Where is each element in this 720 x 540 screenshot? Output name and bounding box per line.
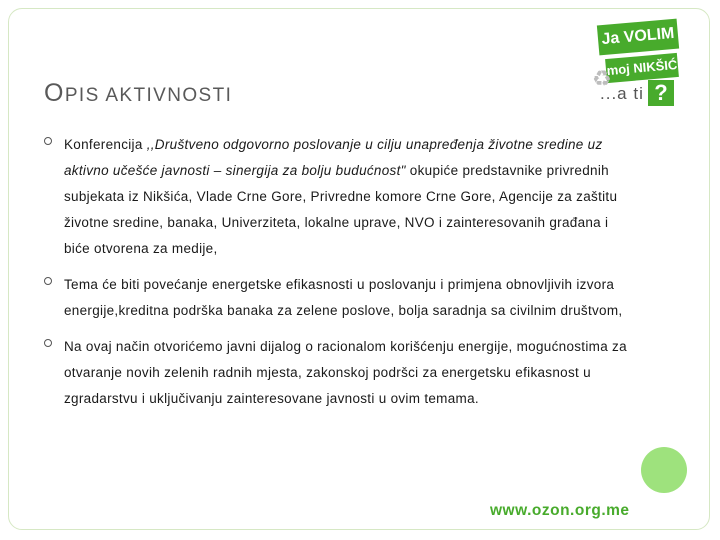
logo-line-ja-volim: Ja VOLIM	[597, 19, 679, 56]
bullet-intro: Konferencija	[64, 137, 147, 152]
bullet-rest: okupiće predstavnike privrednih subjekata iz Nikšića, Vlade Crne Gore, Privredne komore Crne Gore, Agencije za zaštitu životne sredine, banaka, Univerziteta, lokalne uprave, NVO i zainteresovanih građana i biće otvorena za medije,	[64, 163, 618, 256]
list-item	[44, 132, 634, 262]
recycle-icon: ♻	[592, 66, 612, 91]
bullet-text	[64, 132, 634, 262]
decorative-circle	[641, 447, 687, 493]
list-item	[44, 272, 634, 324]
title-initial: O	[44, 79, 65, 107]
website-url: www.ozon.org.me	[490, 502, 630, 519]
campaign-logo	[588, 16, 686, 108]
title-rest: PIS AKTIVNOSTI	[64, 85, 233, 106]
conference-title: ,,Društveno odgovorno poslovanje u cilju unapređenja životne sredine uz aktivno učešće javnosti – sinergija za bolju budućnost"	[64, 137, 603, 178]
bullet-icon	[44, 137, 52, 145]
bullet-icon	[44, 339, 52, 347]
bullet-list	[44, 132, 634, 422]
bullet-text: Na ovaj način otvorićemo javni dijalog o racionalom korišćenju energije, mogućnostima za otvaranje novih zelenih radnih mjesta, zakonskoj podršci za energetsku efikasnost u zgradarstvu i uključivanju zainteresovane javnosti u ovim temama.	[64, 339, 627, 406]
logo-line-a-ti: ...a ti	[600, 84, 644, 103]
bullet-text: Tema će biti povećanje energetske efikasnosti u poslovanju i primjena obnovljivih izvora energije,kreditna podrška banaka za zelene poslove, bolja saradnja sa civilnim društvom,	[64, 277, 623, 318]
question-mark-icon: ?	[648, 80, 674, 106]
bullet-icon	[44, 277, 52, 285]
list-item	[44, 334, 634, 412]
slide-title	[44, 79, 232, 108]
logo-line-moj-niksic: moj NIKŠIĆ	[605, 53, 679, 83]
